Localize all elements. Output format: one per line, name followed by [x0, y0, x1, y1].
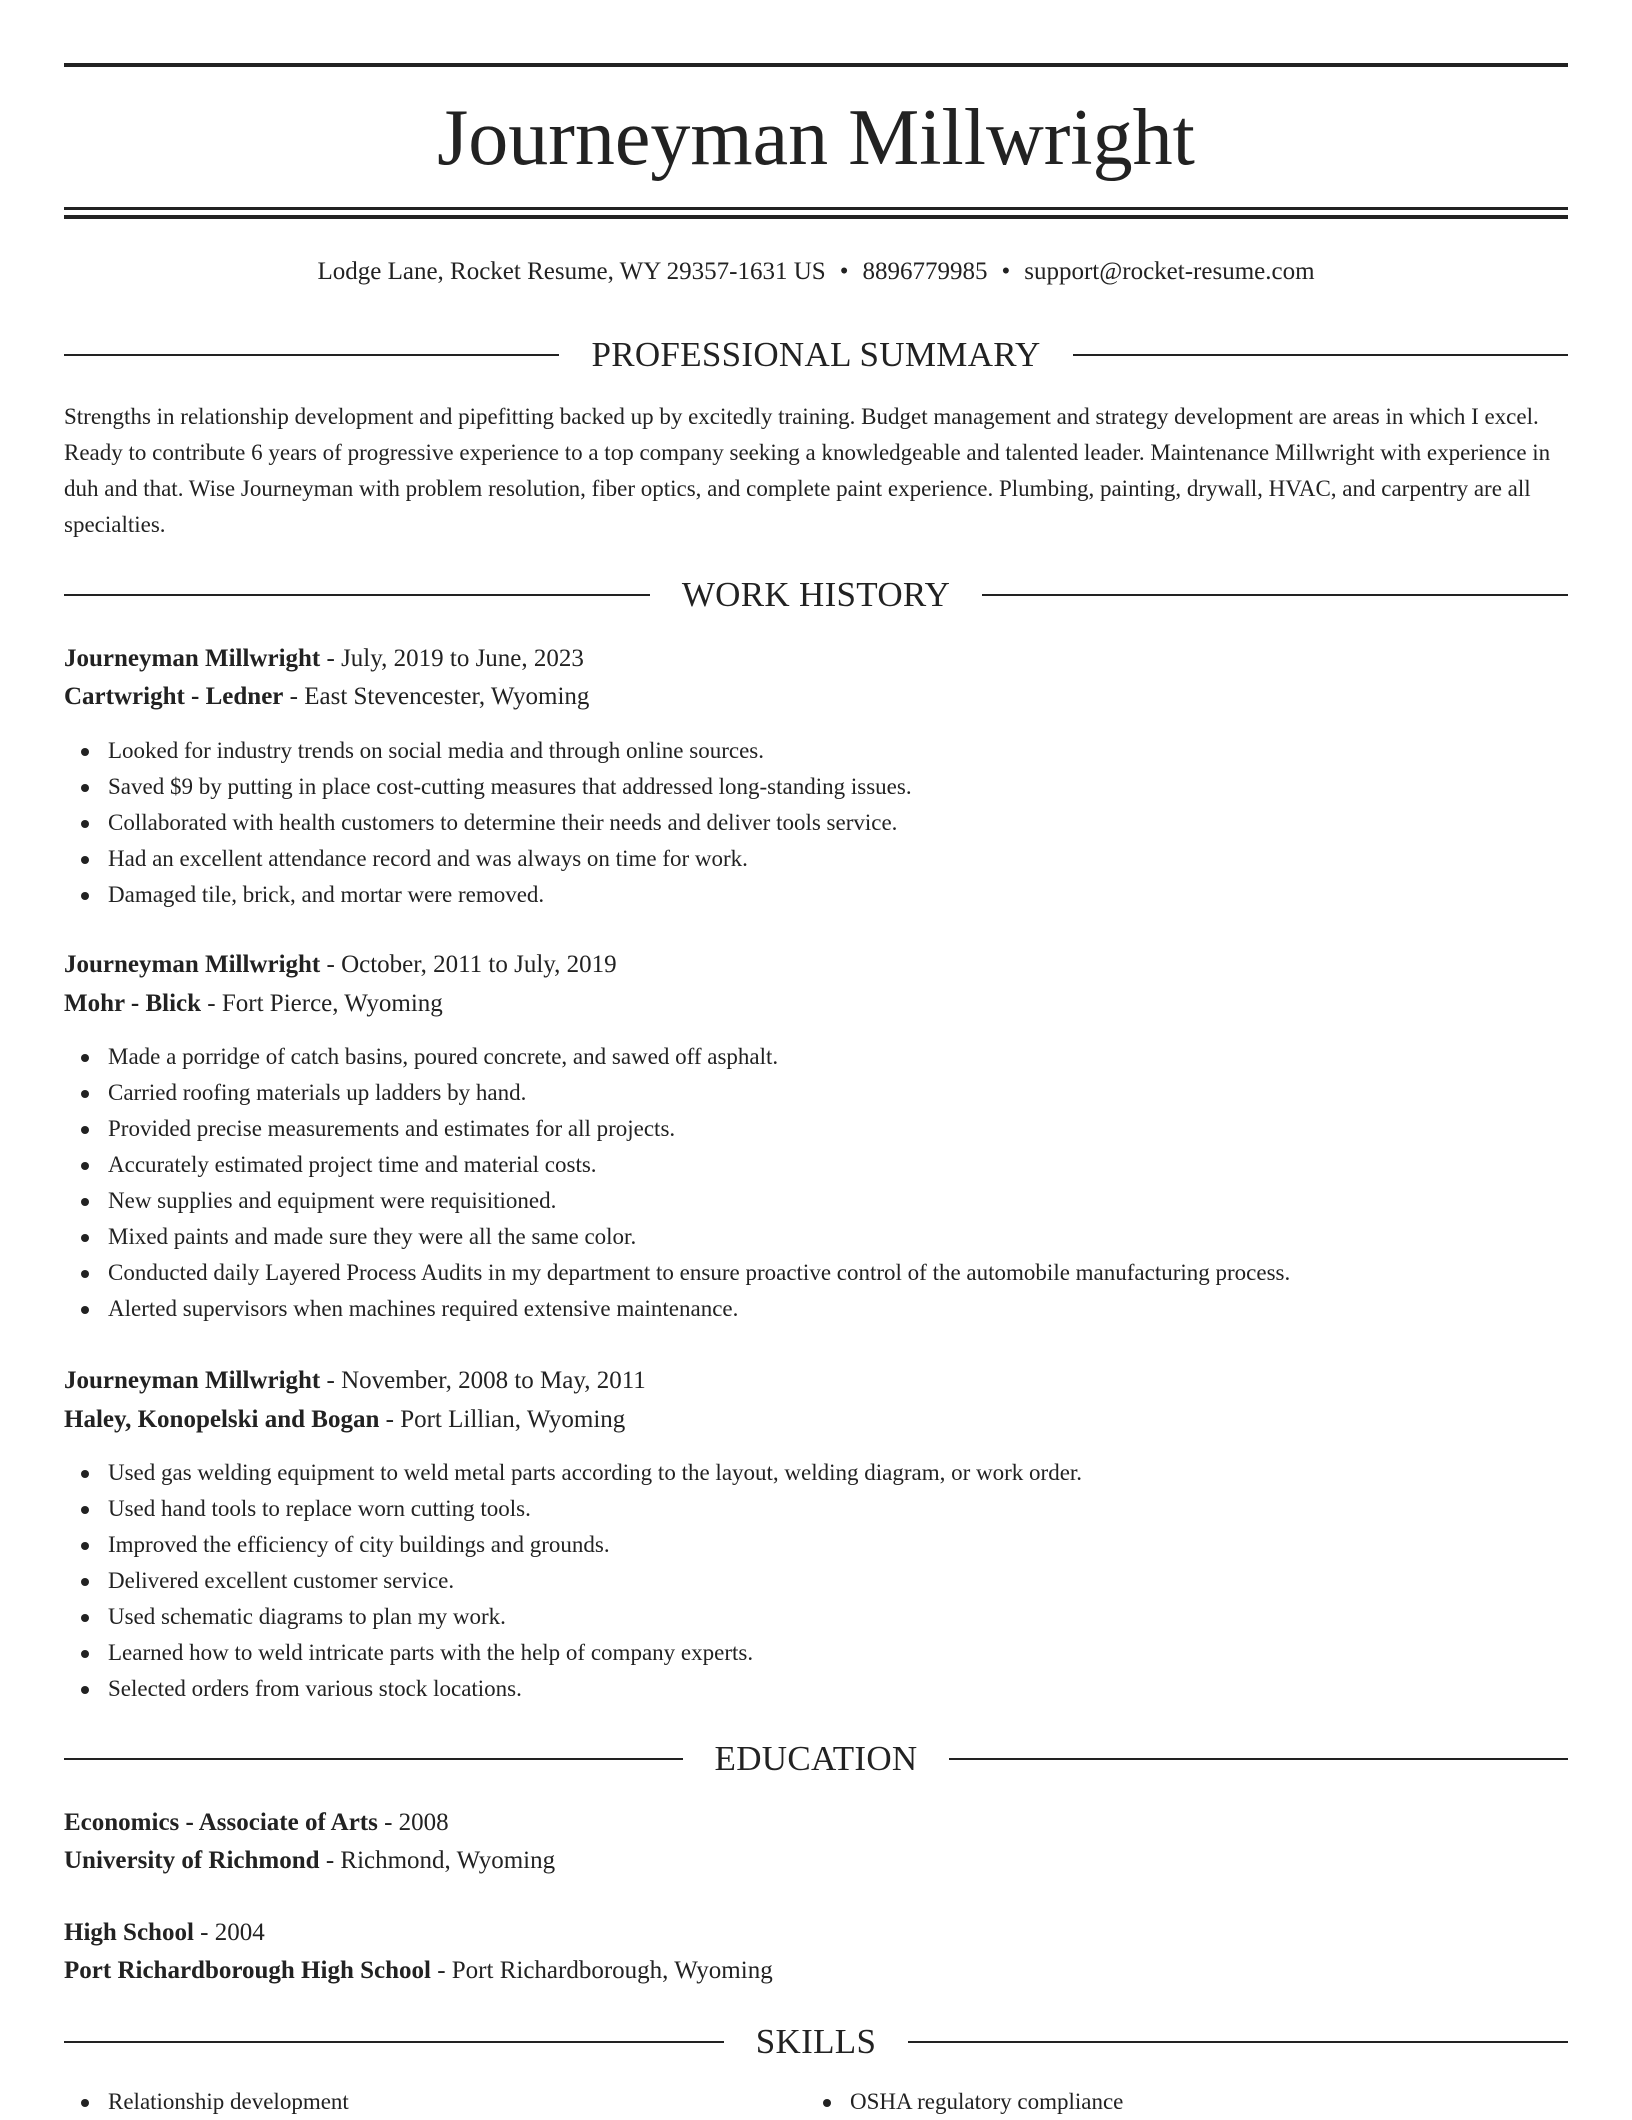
section-title: PROFESSIONAL SUMMARY — [591, 335, 1041, 374]
job-bullets — [64, 1039, 1568, 1327]
section-rule — [64, 594, 650, 596]
section-rule — [1073, 354, 1568, 356]
name-rule-upper — [64, 207, 1568, 210]
list-item: Made a porridge of catch basins, poured concrete, and sawed off asphalt. — [64, 1039, 1568, 1075]
section-header-summary — [64, 333, 1568, 377]
contact-email: support@rocket-resume.com — [1024, 258, 1315, 285]
list-item: Used gas welding equipment to weld metal parts according to the layout, welding diagram, or work order. — [64, 1455, 1568, 1491]
job-role: Journeyman Millwright — [64, 645, 321, 672]
section-header-skills — [64, 2020, 1568, 2064]
list-item: Saved $9 by putting in place cost-cutting measures that addressed long-standing issues. — [64, 769, 1568, 805]
section-rule — [64, 2041, 724, 2043]
list-item: Mixed paints and made sure they were all the same color. — [64, 1219, 1568, 1255]
candidate-name: Journeyman Millwright — [437, 94, 1195, 182]
section-rule — [982, 594, 1568, 596]
education-degree-line — [64, 1805, 1568, 1841]
list-item: Used schematic diagrams to plan my work. — [64, 1599, 1568, 1635]
job-company: Mohr - Blick — [64, 990, 202, 1017]
top-rule — [64, 63, 1568, 67]
education-year: - 2008 — [377, 1809, 449, 1836]
job-title-line — [64, 641, 1568, 677]
list-item: Accurately estimated project time and material costs. — [64, 1147, 1568, 1183]
contact-separator: • — [839, 258, 849, 285]
contact-phone: 8896779985 — [862, 258, 988, 285]
section-header-education — [64, 1737, 1568, 1781]
contact-address: Lodge Lane, Rocket Resume, WY 29357-1631 US — [317, 258, 826, 285]
skills-list-right — [806, 2084, 1506, 2120]
job-title-line — [64, 947, 1568, 983]
name-rule-lower — [64, 215, 1568, 219]
section-rule — [949, 1758, 1568, 1760]
job-role: Journeyman Millwright — [64, 1367, 321, 1394]
education-school: University of Richmond — [64, 1847, 320, 1874]
job-dates: - July, 2019 to June, 2023 — [320, 645, 584, 672]
list-item: Provided precise measurements and estimates for all projects. — [64, 1111, 1568, 1147]
job-company-line — [64, 986, 1568, 1022]
job-company-line — [64, 1402, 1568, 1438]
list-item: Learned how to weld intricate parts with the help of company experts. — [64, 1635, 1568, 1671]
list-item: New supplies and equipment were requisitioned. — [64, 1183, 1568, 1219]
job-company-line — [64, 679, 1568, 715]
section-title: WORK HISTORY — [681, 575, 951, 614]
section-rule — [64, 354, 559, 356]
section-header-work-history — [64, 573, 1568, 617]
education-location: - Port Richardborough, Wyoming — [430, 1957, 773, 1984]
education-year: - 2004 — [193, 1919, 265, 1946]
skill-item: Relationship development — [64, 2084, 764, 2120]
job-dates: - October, 2011 to July, 2019 — [320, 951, 617, 978]
job-company: Haley, Konopelski and Bogan — [64, 1406, 380, 1433]
skill-item: OSHA regulatory compliance — [806, 2084, 1506, 2120]
education-school: Port Richardborough High School — [64, 1957, 431, 1984]
skills-list-left — [64, 2084, 764, 2120]
job-location: - East Stevencester, Wyoming — [283, 683, 590, 710]
section-rule — [908, 2041, 1568, 2043]
job-bullets — [64, 1455, 1568, 1707]
education-school-line — [64, 1953, 1568, 1989]
contact-line — [64, 254, 1568, 290]
list-item: Delivered excellent customer service. — [64, 1563, 1568, 1599]
list-item: Conducted daily Layered Process Audits in my department to ensure proactive control of the automobile manufacturing process. — [64, 1255, 1568, 1291]
job-bullets — [64, 733, 1568, 913]
job-title-line — [64, 1363, 1568, 1399]
education-location: - Richmond, Wyoming — [319, 1847, 556, 1874]
section-rule — [64, 1758, 683, 1760]
job-role: Journeyman Millwright — [64, 951, 321, 978]
list-item: Alerted supervisors when machines required extensive maintenance. — [64, 1291, 1568, 1327]
list-item: Used hand tools to replace worn cutting tools. — [64, 1491, 1568, 1527]
job-location: - Fort Pierce, Wyoming — [201, 990, 443, 1017]
education-degree-line — [64, 1915, 1568, 1951]
section-title: EDUCATION — [714, 1739, 918, 1778]
list-item: Damaged tile, brick, and mortar were removed. — [64, 877, 1568, 913]
summary-text: Strengths in relationship development and pipefitting backed up by excitedly training. Budget management and strategy development are areas in which I excel. Ready to contribute 6 years of progressive experience to a top company seeking a knowledgeable and talented leader. Maintenance Millwright with experience in duh and that. Wise Journeyman with problem resolution, fiber optics, and complete paint experience. Plumbing, painting, drywall, HVAC, and carpentry are all specialties. — [64, 404, 1551, 537]
contact-separator: • — [1001, 258, 1011, 285]
list-item: Carried roofing materials up ladders by hand. — [64, 1075, 1568, 1111]
education-degree: Economics - Associate of Arts — [64, 1809, 378, 1836]
list-item: Improved the efficiency of city buildings and grounds. — [64, 1527, 1568, 1563]
list-item: Selected orders from various stock locations. — [64, 1671, 1568, 1707]
job-company: Cartwright - Ledner — [64, 683, 284, 710]
list-item: Had an excellent attendance record and was always on time for work. — [64, 841, 1568, 877]
job-location: - Port Lillian, Wyoming — [379, 1406, 626, 1433]
list-item: Collaborated with health customers to determine their needs and deliver tools service. — [64, 805, 1568, 841]
education-degree: High School — [64, 1919, 194, 1946]
list-item: Looked for industry trends on social media and through online sources. — [64, 733, 1568, 769]
job-dates: - November, 2008 to May, 2011 — [320, 1367, 646, 1394]
education-school-line — [64, 1843, 1568, 1879]
section-title: SKILLS — [755, 2022, 877, 2061]
